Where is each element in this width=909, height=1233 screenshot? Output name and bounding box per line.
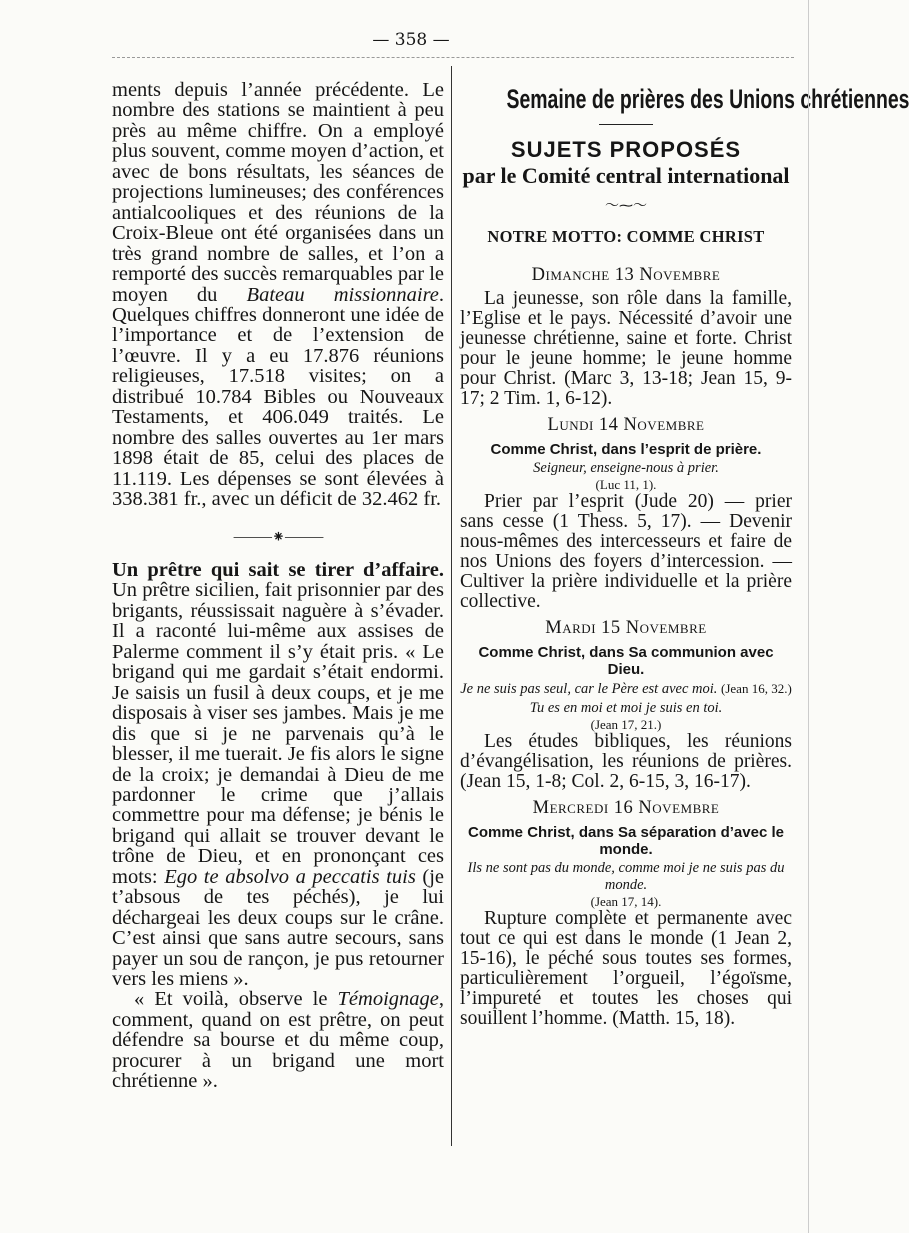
top-rule xyxy=(112,57,794,58)
page-number: — 358 — xyxy=(372,30,450,50)
day-heading-mardi: Mardi 15 Novembre xyxy=(545,618,707,638)
subheading-comite: par le Comité central international xyxy=(462,163,790,188)
paragraph-pretre xyxy=(112,560,444,990)
page-edge-line xyxy=(808,0,809,1233)
paragraph-text: , comment, quand on est prêtre, on peut défendre sa bourse et du même coup, procurer à un brigand une mort chrétienne ». xyxy=(112,988,444,1093)
paragraph-text: Un prêtre sicilien, fait prisonnier par des brigants, réussissait naguère à s’évader. Il a raconté lui-même aux assises de Palerme comment il s’y était pris. « Le brigand qui me gardait s’était endormi. Je saisis un fusil à deux coups, et je me disposais à viser ses jambes. Mais je me dis que si je ne parvenais qu’à le blesser, il me tuerait. Je fis alors le signe de la croix; je demandai à Dieu de me pardonner le crime que j’allais commettre pour ma défense; je bénis le brigand qui allait se trouver devant le trône de Dieu, et en prononçant ces mots: xyxy=(112,579,444,888)
motto: NOTRE MOTTO: COMME CHRIST xyxy=(487,227,765,246)
reference-lundi: (Luc 11, 1). xyxy=(595,477,657,492)
day-text-lundi: Prier par l’esprit (Jude 20) — prier sans cesse (1 Thess. 5, 17). — Devenir nous-mêmes des intercesseurs et faire de nos Unions des foyers d’intercession. — Cultiver la prière individuelle et la prière collective. xyxy=(460,491,792,612)
day-heading-mercredi: Mercredi 16 Novembre xyxy=(532,798,720,818)
paragraph-temoignage xyxy=(112,989,444,1091)
paragraph-stations xyxy=(112,80,444,510)
day-heading-lundi: Lundi 14 Novembre xyxy=(547,415,705,435)
article-title: Un prêtre qui sait se tirer d’affaire. xyxy=(112,558,444,581)
italic-term: Bateau missionnaire xyxy=(246,283,439,306)
day-text-dimanche: La jeunesse, son rôle dans la famille, l’Eglise et le pays. Nécessité d’avoir une jeunesse chrétienne, saine et forte. Christ pour le jeune homme; le jeune homme pour Christ. (Marc 3, 13-18; Jean 15, 9-17; 2 Tim. 1, 6-12). xyxy=(460,288,792,409)
verse-mardi-2: Tu es en moi et moi je suis en toi. xyxy=(529,700,723,716)
reference-mardi: (Jean 17, 21.) xyxy=(590,717,662,732)
verse-mercredi: Ils ne sont pas du monde, comme moi je ne suis pas du monde. xyxy=(467,860,785,893)
verse-reference: (Jean 16, 32.) xyxy=(721,681,792,696)
day-heading-dimanche: Dimanche 13 Novembre xyxy=(531,265,721,285)
ornament-swirl: 〜⁓〜 xyxy=(605,199,647,214)
ornament-divider: ⸻⁕⸻ xyxy=(232,528,324,546)
subheading-sujets: SUJETS PROPOSÉS xyxy=(510,137,742,162)
paragraph-text: « Et voilà, observe le xyxy=(134,988,328,1011)
reference-mercredi: (Jean 17, 14). xyxy=(590,894,662,909)
theme-lundi: Comme Christ, dans l’esprit de prière. xyxy=(490,441,762,458)
verse-lundi: Seigneur, enseigne-nous à prier. xyxy=(533,460,719,476)
column-divider xyxy=(451,66,452,1146)
verse-mardi-1 xyxy=(460,680,792,698)
section-heading: Semaine de prières des Unions chrétiennes xyxy=(506,84,909,114)
verse-text: Je ne suis pas seul, car le Père est avec moi. xyxy=(460,681,718,697)
theme-mardi: Comme Christ, dans Sa communion avec Dieu. xyxy=(478,644,774,678)
paragraph-text: ments depuis l’année précédente. Le nombre des stations se maintient à peu près au même chiffre. On a employé plus souvent, comme moyen d’action, et avec de bons résultats, les séances de projections lumineuses; des conférences antialcooliques et des réunions de la Croix-Bleue ont été organisées dans un très grand nombre de salles, et l’on a remporté des succès remarquables par le moyen du xyxy=(112,79,444,306)
italic-term: Témoignage xyxy=(337,988,439,1011)
theme-mercredi: Comme Christ, dans Sa séparation d’avec le monde. xyxy=(468,824,784,858)
paragraph-text: . Quelques chiffres donneront une idée de l’importance et de l’extension de l’œuvre. Il y a eu 17.876 réunions religieuses, 17.518 visites; on a distribué 10.784 Bibles ou Nouveaux Testaments, et 406.049 traités. Le nombre des salles ouvertes au 1er mars 1898 était de 85, celui des places de 11.119. Les dépenses se sont élevées à 338.381 fr., avec un déficit de 32.462 fr. xyxy=(112,283,445,511)
left-column xyxy=(112,80,444,1092)
day-text-mercredi: Rupture complète et permanente avec tout ce qui est dans le monde (1 Jean 2, 15-16), le péché sous toutes ses formes, particulièrement l’orgueil, l’égoïsme, l’impureté et toutes les choses qui souillent l’homme. (Matth. 15, 18). xyxy=(460,908,792,1029)
latin-phrase: Ego te absolvo a peccatis tuis xyxy=(164,865,416,888)
day-text-mardi: Les études bibliques, les réunions d’évangélisation, les réunions de prières. (Jean 15, 1-8; Col. 2, 6-15, 3, 16-17). xyxy=(460,731,792,792)
right-column xyxy=(460,80,909,1029)
paragraph-text: (je t’absous de tes péchés), je lui déchargeai les deux coups sur le crâne. C’est ainsi que sans autre secours, sans payer un sou de rançon, je pus retourner vers les miens ». xyxy=(112,865,445,991)
heading-rule xyxy=(599,124,653,125)
